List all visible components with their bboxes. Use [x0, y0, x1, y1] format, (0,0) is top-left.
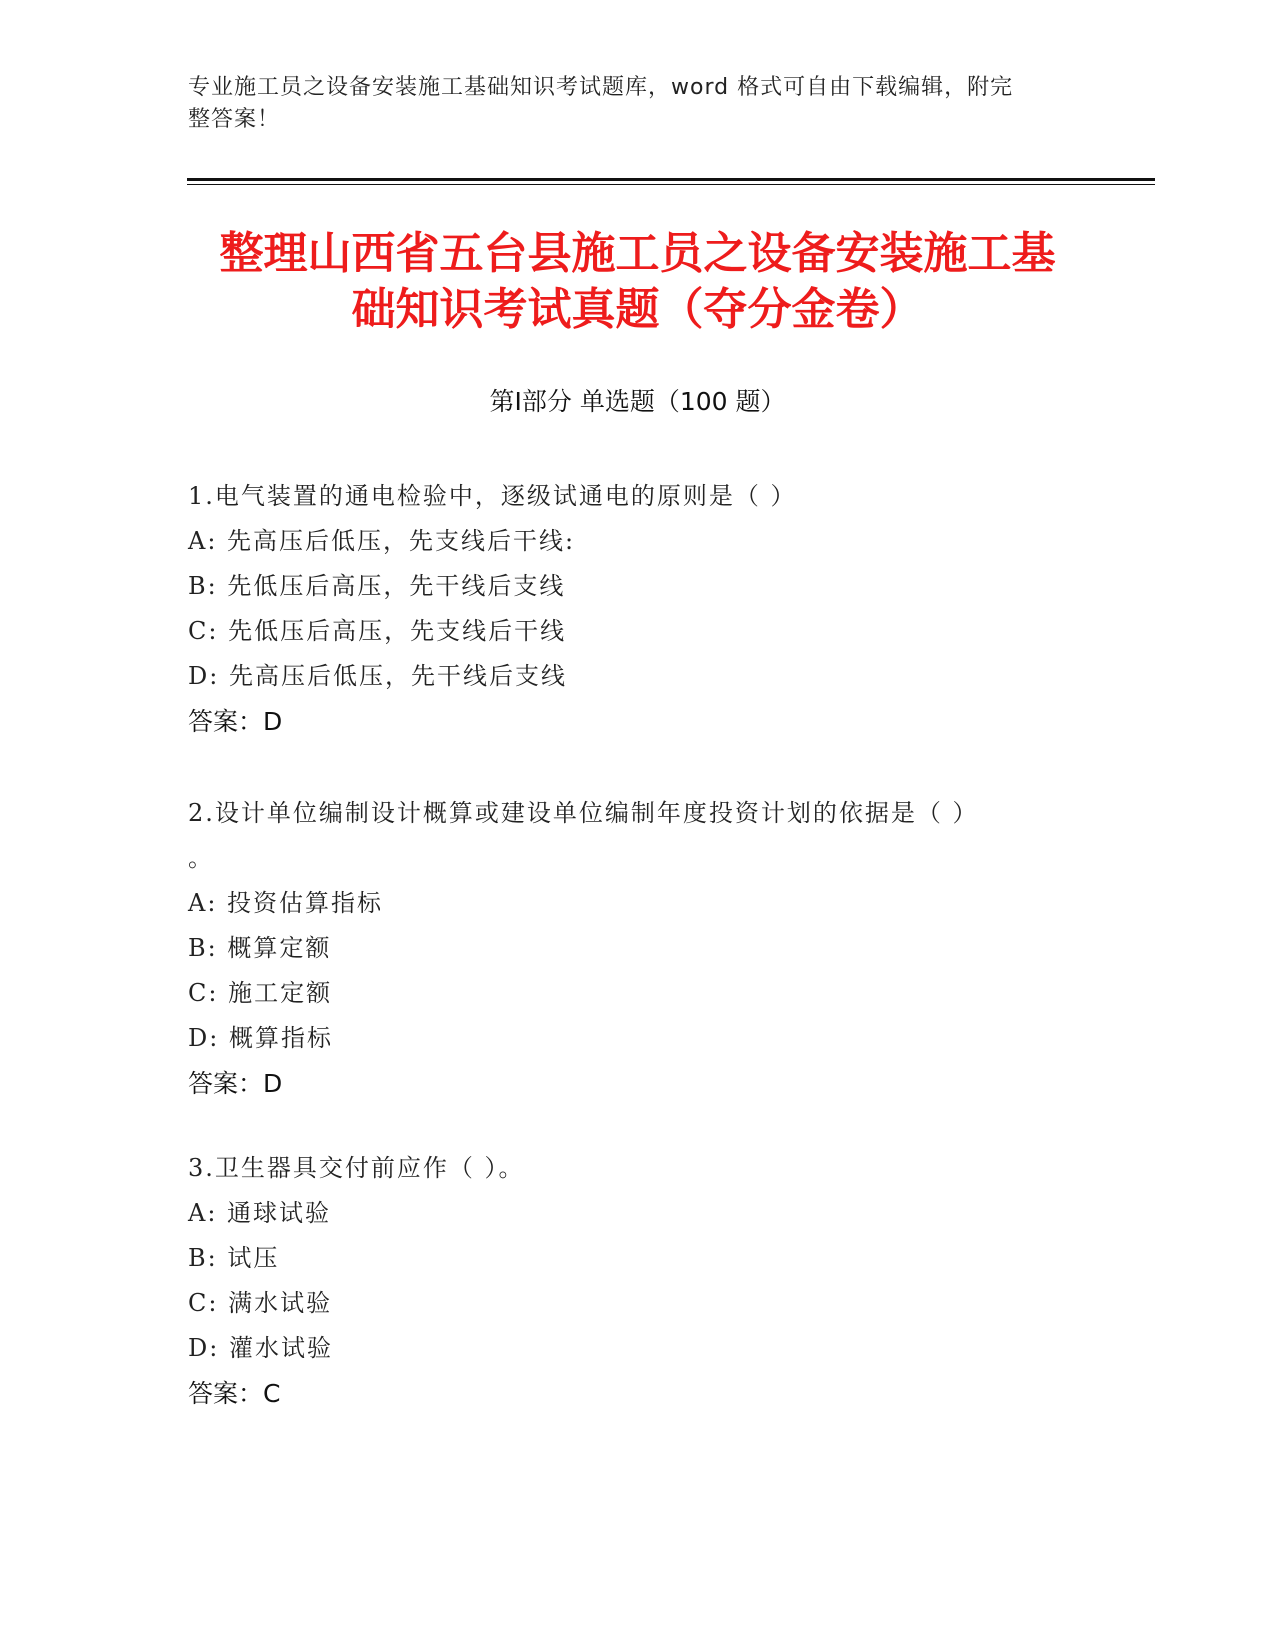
option-a: A: 通球试验 [188, 1199, 332, 1227]
answer: 答案：D [188, 707, 283, 736]
option-c: C: 先低压后高压，先支线后干线 [188, 617, 567, 645]
document-title [150, 226, 1125, 338]
header-divider-thick [187, 178, 1155, 181]
document-title-line1: 整理山西省五台县施工员之设备安装施工基 [219, 228, 1056, 279]
header-note-line2: 整答案！ [188, 107, 281, 132]
question-stem: 3.卫生器具交付前应作（ ）。 [188, 1154, 525, 1182]
question-2 [188, 791, 1088, 1106]
question-stem: 2.设计单位编制设计概算或建设单位编制年度投资计划的依据是（ ） 。 [188, 799, 979, 872]
header-divider-thin [187, 184, 1155, 185]
answer: 答案：D [188, 1069, 283, 1098]
document-title-line2: 础知识考试真题（夺分金卷） [351, 284, 924, 335]
option-d: D: 灌水试验 [188, 1334, 333, 1362]
header-note [188, 72, 1088, 136]
option-c: C: 满水试验 [188, 1289, 333, 1317]
option-b: B: 先低压后高压，先干线后支线 [188, 572, 566, 600]
header-note-line1: 专业施工员之设备安装施工基础知识考试题库，word 格式可自由下载编辑，附完 [188, 75, 1014, 100]
question-1 [188, 474, 1088, 744]
section-heading: 第Ⅰ部分 单选题（100 题） [489, 387, 786, 416]
option-d: D: 先高压后低压，先干线后支线 [188, 662, 567, 690]
option-c: C: 施工定额 [188, 979, 333, 1007]
question-3 [188, 1146, 1088, 1416]
option-b: B: 概算定额 [188, 934, 332, 962]
option-a: A: 投资估算指标 [188, 889, 384, 917]
option-a: A: 先高压后低压，先支线后干线: [188, 527, 576, 555]
option-d: D: 概算指标 [188, 1024, 333, 1052]
question-stem: 1.电气装置的通电检验中，逐级试通电的原则是（ ） [188, 482, 797, 510]
answer: 答案：C [188, 1379, 281, 1408]
option-b: B: 试压 [188, 1244, 280, 1272]
